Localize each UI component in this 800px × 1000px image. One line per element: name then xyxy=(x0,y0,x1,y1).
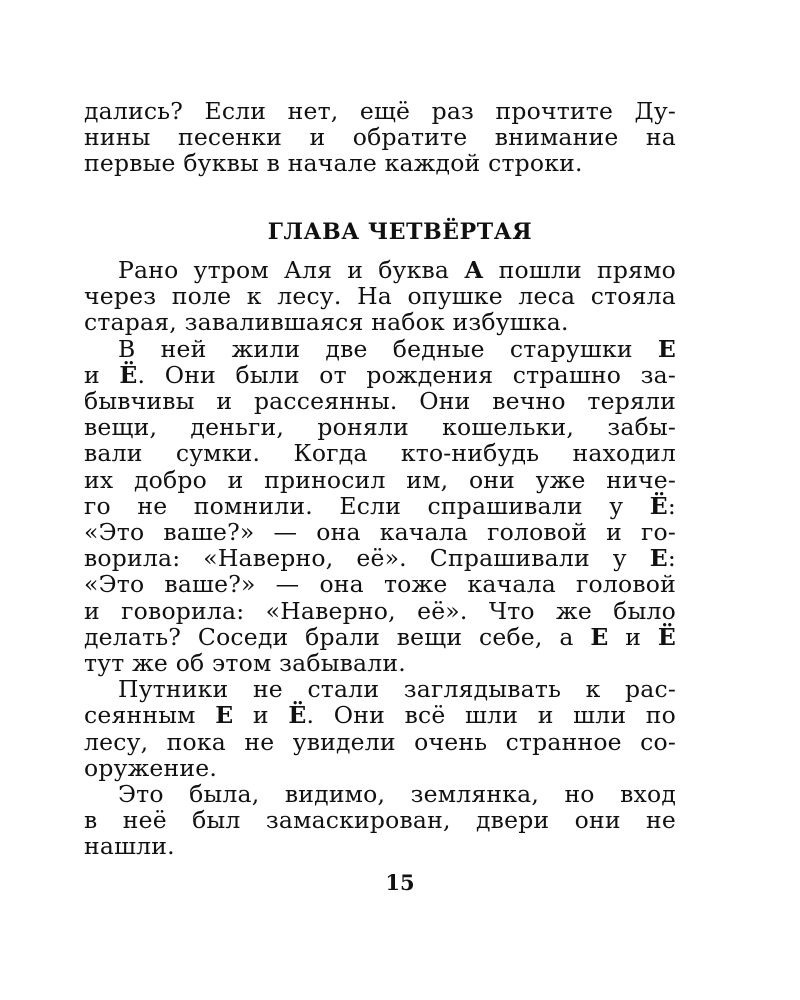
text-line: лесу, пока не увидели очень странное со- xyxy=(84,727,676,756)
text-line: нины песенки и обратите внимание на xyxy=(84,123,676,152)
text-line: и Ё. Они были от рождения страшно за- xyxy=(84,360,676,389)
continuation-paragraph xyxy=(84,98,676,177)
text-line: и говорила: «Наверно, её». Что же было xyxy=(84,596,676,625)
text-line: Это была, видимо, землянка, но вход xyxy=(118,780,676,809)
chapter-body xyxy=(84,257,676,860)
text-line: тут же об этом забывали. xyxy=(84,649,406,678)
text-line: вали сумки. Когда кто-нибудь находил xyxy=(84,439,676,468)
text-line: В ней жили две бедные старушки Е xyxy=(118,334,676,363)
text-line: первые буквы в начале каждой строки. xyxy=(84,149,583,178)
text-line: «Это ваше?» — она качала головой и го- xyxy=(84,518,676,547)
text-line: оружение. xyxy=(84,753,218,782)
text-line: делать? Соседи брали вещи себе, а Е и Ё xyxy=(84,622,676,651)
text-line: через поле к лесу. На опушке леса стояла xyxy=(84,282,676,311)
text-line: вещи, деньги, роняли кошельки, забы- xyxy=(84,413,676,442)
text-line: дались? Если нет, ещё раз прочтите Ду- xyxy=(84,97,676,125)
text-line: старая, завалившаяся набок избушка. xyxy=(84,308,569,337)
text-line: го не помнили. Если спрашивали у Ё: xyxy=(84,491,676,520)
text-line: ворила: «Наверно, её». Спрашивали у Е: xyxy=(84,544,676,573)
text-line: нашли. xyxy=(84,832,175,861)
text-line: «Это ваше?» — она тоже качала головой xyxy=(84,570,676,599)
text-line: их добро и приносил им, они уже ниче- xyxy=(84,465,676,494)
text-line: сеянным Е и Ё. Они всё шли и шли по xyxy=(84,701,676,730)
chapter-title: ГЛАВА ЧЕТВЁРТАЯ xyxy=(267,219,533,245)
text-line: Путники не стали заглядывать к рас- xyxy=(118,675,676,704)
text-line: бывчивы и рассеянны. Они вечно теряли xyxy=(84,387,676,416)
page-number: 15 xyxy=(385,870,415,895)
letter-a-bold: А xyxy=(464,256,484,284)
text-line: в неё был замаскирован, двери они не xyxy=(84,806,676,835)
text-line: Рано утром Аля и буква А пошли прямо xyxy=(118,256,676,284)
